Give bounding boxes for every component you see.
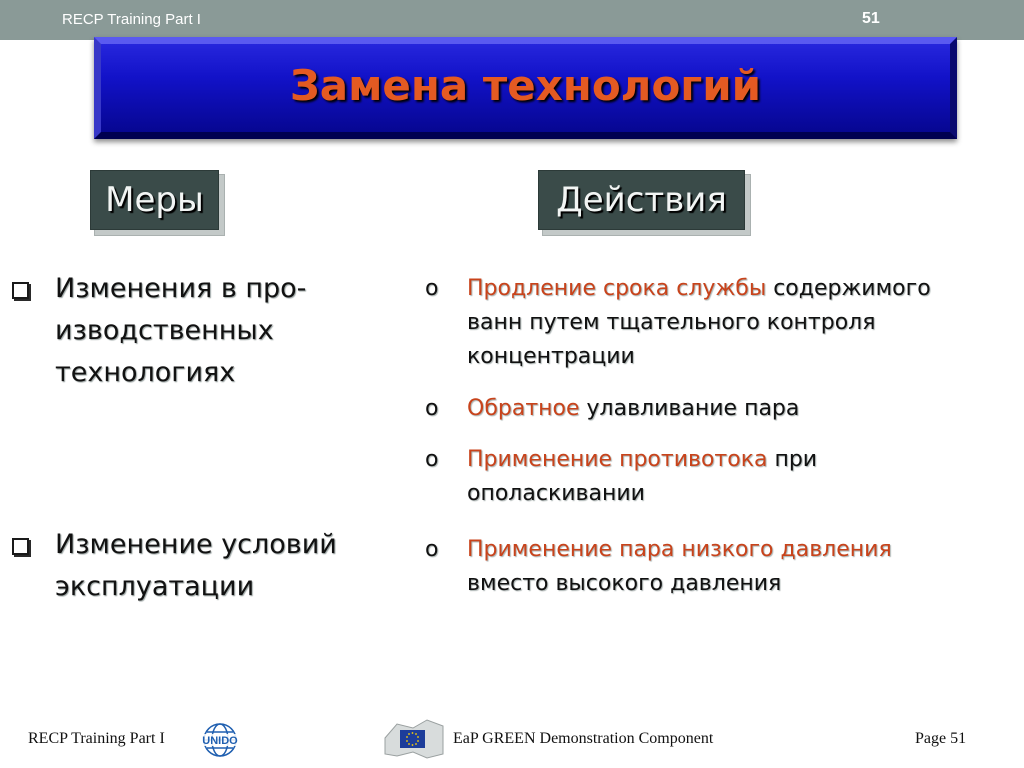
- action-item-line: ванн путем тщательного контроля: [467, 310, 876, 335]
- column-header-actions-label: Действия: [556, 180, 727, 220]
- action-highlight: Применение противотока: [467, 447, 768, 472]
- header-course-title: RECP Training Part I: [62, 11, 201, 28]
- footer: [0, 718, 1024, 758]
- left-bullet-line: Изменения в про-: [55, 273, 307, 304]
- checkbox-bullet-icon: [12, 282, 29, 299]
- left-bullet-line: технологиях: [55, 357, 236, 388]
- action-highlight: Продление срока службы: [467, 276, 767, 301]
- circle-bullet-icon: o: [425, 396, 439, 421]
- left-bullet-line: эксплуатации: [55, 571, 255, 602]
- action-item-line: [467, 272, 1017, 306]
- action-item-text: [467, 272, 1017, 374]
- action-rest: при: [767, 447, 818, 472]
- checkbox-bullet-icon: [12, 538, 29, 555]
- unido-logo-icon: [196, 720, 244, 760]
- footer-page-number: Page 51: [915, 730, 967, 747]
- left-bullet-1: [12, 268, 382, 394]
- action-item-line: [467, 443, 1017, 477]
- top-bar: [0, 0, 1024, 40]
- action-rest: улавливание пара: [579, 396, 800, 421]
- action-item-line: ополаскивании: [467, 481, 645, 506]
- action-highlight: Применение пара низкого давления: [467, 537, 892, 562]
- action-rest: содержимого: [766, 276, 931, 301]
- action-item-line: [467, 392, 1017, 426]
- slide-title: Замена технологий: [289, 61, 762, 110]
- column-header-actions: [538, 170, 745, 230]
- action-item-text: [467, 443, 1017, 511]
- action-item-3: [425, 443, 1015, 513]
- footer-component-title: EaP GREEN Demonstration Component: [453, 730, 714, 747]
- eu-commission-logo-icon: [383, 718, 448, 762]
- left-bullet-line: Изменение условий: [55, 529, 337, 560]
- footer-course-title: RECP Training Part I: [28, 730, 165, 747]
- circle-bullet-icon: o: [425, 447, 439, 472]
- circle-bullet-icon: o: [425, 537, 439, 562]
- action-item-text: [467, 392, 1017, 426]
- action-item-text: [467, 533, 1017, 601]
- column-header-measures: [90, 170, 219, 230]
- unido-logo-text: UNIDO: [202, 735, 238, 747]
- left-bullet-line: изводственных: [55, 315, 274, 346]
- action-item-line: [467, 533, 1017, 567]
- slide-title-box: [94, 37, 957, 139]
- left-bullet-2: [12, 524, 382, 608]
- slide-number: 51: [862, 10, 880, 27]
- action-item-line: вместо высокого давления: [467, 571, 782, 596]
- left-bullet-text: [55, 524, 385, 608]
- action-item-line: концентрации: [467, 344, 635, 369]
- action-item-1: [425, 272, 1015, 376]
- column-header-measures-label: Меры: [105, 180, 204, 220]
- action-item-4: [425, 533, 1015, 603]
- left-bullet-text: [55, 268, 385, 394]
- circle-bullet-icon: o: [425, 276, 439, 301]
- action-highlight: Обратное: [467, 396, 580, 421]
- action-item-2: [425, 392, 1015, 428]
